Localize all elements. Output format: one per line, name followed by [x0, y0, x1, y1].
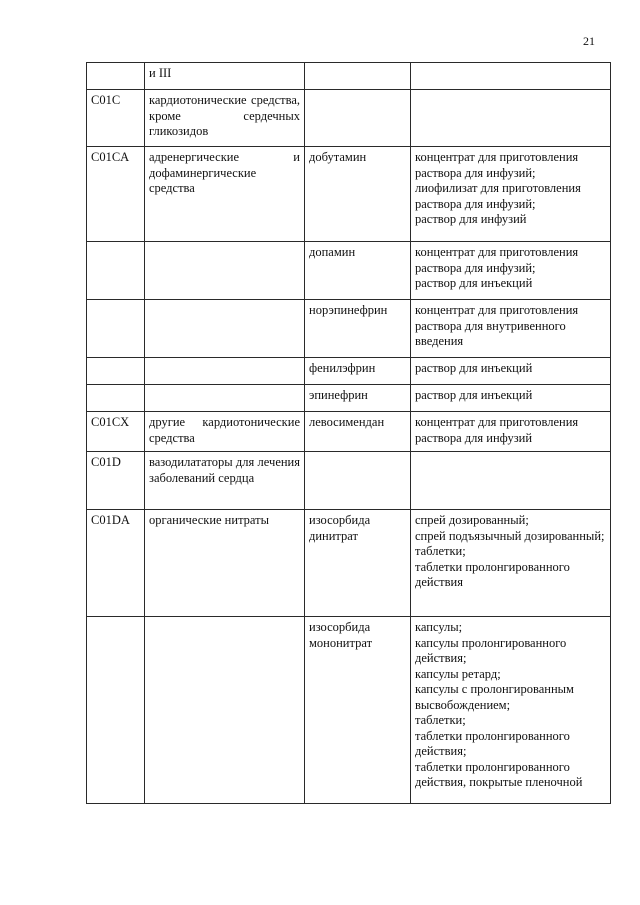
drug-name-cell: левосимендан	[305, 412, 411, 452]
drug-name-cell	[305, 63, 411, 90]
dosage-form-cell	[411, 510, 611, 617]
drug-classification-table	[86, 62, 611, 804]
dosage-form-cell	[411, 412, 611, 452]
group-cell: другие кардиотонические средства	[145, 412, 305, 452]
dosage-form-item: капсулы;	[415, 620, 463, 634]
drug-name-cell: добутамин	[305, 147, 411, 242]
drug-name-cell: изосорбида динитрат	[305, 510, 411, 617]
group-cell: органические нитраты	[145, 510, 305, 617]
dosage-form-cell	[411, 452, 611, 510]
table-body	[87, 63, 611, 804]
dosage-form-cell	[411, 242, 611, 300]
dosage-form-item: раствор для инъекций	[415, 388, 533, 402]
dosage-form-cell	[411, 147, 611, 242]
dosage-form-item: таблетки пролонгированного действия, покрытые пленочной	[415, 759, 583, 789]
dosage-form-item: раствор для инъекций	[415, 361, 533, 375]
dosage-form-item: капсулы пролонгированного действия;	[415, 635, 567, 665]
atc-code-cell: C01CA	[87, 147, 145, 242]
group-cell	[145, 242, 305, 300]
group-cell	[145, 617, 305, 804]
dosage-form-item: спрей дозированный;	[415, 513, 529, 527]
table-row	[87, 300, 611, 358]
group-cell	[145, 358, 305, 385]
table-row	[87, 452, 611, 510]
dosage-form-item: капсулы с пролонгированным высвобождением;	[415, 682, 574, 712]
atc-code-cell: C01DA	[87, 510, 145, 617]
drug-name-cell: фенилэфрин	[305, 358, 411, 385]
table-row	[87, 90, 611, 147]
group-cell	[145, 385, 305, 412]
atc-code-cell	[87, 242, 145, 300]
dosage-form-item: лиофилизат для приготовления раствора для инфузий;	[415, 181, 581, 211]
page-number: 21	[583, 34, 595, 48]
atc-code-cell: C01C	[87, 90, 145, 147]
group-cell: кардиотонические средства, кроме сердечных гликозидов	[145, 90, 305, 147]
dosage-form-item: таблетки пролонгированного действия;	[415, 728, 570, 758]
dosage-form-cell	[411, 63, 611, 90]
table-row	[87, 242, 611, 300]
drug-name-cell: допамин	[305, 242, 411, 300]
atc-code-cell: C01CX	[87, 412, 145, 452]
dosage-form-item: таблетки пролонгированного действия	[415, 559, 570, 589]
drug-name-cell: норэпинефрин	[305, 300, 411, 358]
table-row	[87, 147, 611, 242]
table-row	[87, 63, 611, 90]
atc-code-cell	[87, 617, 145, 804]
dosage-form-cell	[411, 90, 611, 147]
table-row	[87, 510, 611, 617]
drug-name-cell: изосорбида мононитрат	[305, 617, 411, 804]
table-row	[87, 412, 611, 452]
atc-code-cell	[87, 385, 145, 412]
dosage-form-item: таблетки;	[415, 544, 466, 558]
dosage-form-cell	[411, 617, 611, 804]
table-row	[87, 358, 611, 385]
dosage-form-cell	[411, 358, 611, 385]
dosage-form-cell	[411, 300, 611, 358]
group-cell: и III	[145, 63, 305, 90]
group-cell: вазодилататоры для лечения заболеваний сердца	[145, 452, 305, 510]
dosage-form-cell	[411, 385, 611, 412]
group-cell	[145, 300, 305, 358]
table-row	[87, 385, 611, 412]
dosage-form-item: спрей подъязычный дозированный;	[415, 528, 605, 543]
atc-code-cell	[87, 300, 145, 358]
dosage-form-item: таблетки;	[415, 713, 466, 727]
group-cell: адренергические и дофаминергические средства	[145, 147, 305, 242]
dosage-form-item: концентрат для приготовления раствора для инфузий;	[415, 150, 579, 180]
drug-name-cell	[305, 90, 411, 147]
dosage-form-item: раствор для инъекций	[415, 276, 533, 290]
dosage-form-item: раствор для инфузий	[415, 212, 527, 226]
dosage-form-item: капсулы ретард;	[415, 666, 501, 681]
drug-name-cell	[305, 452, 411, 510]
atc-code-cell: C01D	[87, 452, 145, 510]
dosage-form-item: концентрат для приготовления раствора для внутривенного введения	[415, 303, 579, 348]
drug-name-cell: эпинефрин	[305, 385, 411, 412]
table-row	[87, 617, 611, 804]
dosage-form-item: концентрат для приготовления раствора для инфузий	[415, 415, 579, 445]
atc-code-cell	[87, 63, 145, 90]
dosage-form-item: концентрат для приготовления раствора для инфузий;	[415, 245, 579, 275]
atc-code-cell	[87, 358, 145, 385]
